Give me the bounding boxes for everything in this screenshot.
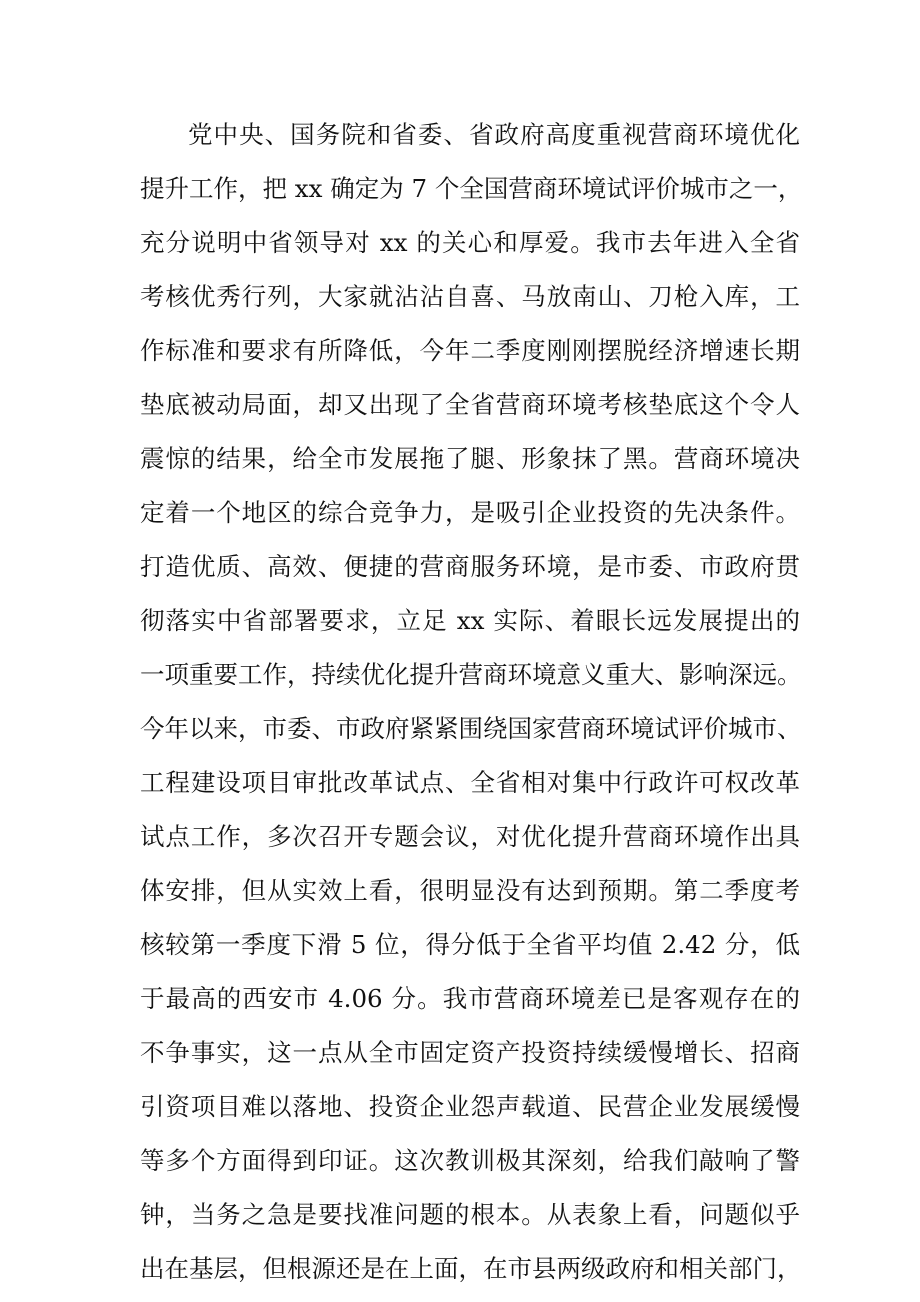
text-line: 提升工作，把 xx 确定为 7 个全国营商环境试评价城市之一， [140,174,803,203]
text-line: 党中央、国务院和省委、省政府高度重视营商环境优化 [188,120,800,149]
text-line: 考核优秀行列，大家就沾沾自喜、马放南山、刀枪入库，工 [140,282,800,311]
text-line: 一项重要工作，持续优化提升营商环境意义重大、影响深远。 [140,660,802,689]
text-line: 出在基层，但根源还是在上面，在市县两级政府和相关部门， [140,1254,802,1283]
text-line: 引资项目难以落地、投资企业怨声载道、民营企业发展缓慢 [140,1092,800,1121]
text-line: 工程建设项目审批改革试点、全省相对集中行政许可权改革 [140,768,800,797]
text-line: 彻落实中省部署要求，立足 xx 实际、着眼长远发展提出的 [140,606,800,635]
text-line: 今年以来，市委、市政府紧紧围绕国家营商环境试评价城市、 [140,714,802,743]
text-line: 充分说明中省领导对 xx 的关心和厚爱。我市去年进入全省 [140,228,800,257]
text-line: 作标准和要求有所降低，今年二季度刚刚摆脱经济增速长期 [140,336,800,365]
text-line: 等多个方面得到印证。这次教训极其深刻，给我们敲响了警 [140,1146,800,1175]
text-line: 不争事实，这一点从全市固定资产投资持续缓慢增长、招商 [140,1038,800,1067]
text-line: 定着一个地区的综合竞争力，是吸引企业投资的先决条件。 [140,498,800,527]
text-line: 核较第一季度下滑 5 位，得分低于全省平均值 2.42 分，低 [140,930,800,959]
text-line: 打造优质、高效、便捷的营商服务环境，是市委、市政府贯 [140,552,800,581]
text-line: 体安排，但从实效上看，很明显没有达到预期。第二季度考 [140,876,800,905]
text-line: 垫底被动局面，却又出现了全省营商环境考核垫底这个令人 [140,390,800,419]
text-line: 钟，当务之急是要找准问题的根本。从表象上看，问题似乎 [140,1200,800,1229]
text-line: 震惊的结果，给全市发展拖了腿、形象抹了黑。营商环境决 [140,444,800,473]
text-line: 试点工作，多次召开专题会议，对优化提升营商环境作出具 [140,822,800,851]
text-line: 于最高的西安市 4.06 分。我市营商环境差已是客观存在的 [140,984,800,1013]
